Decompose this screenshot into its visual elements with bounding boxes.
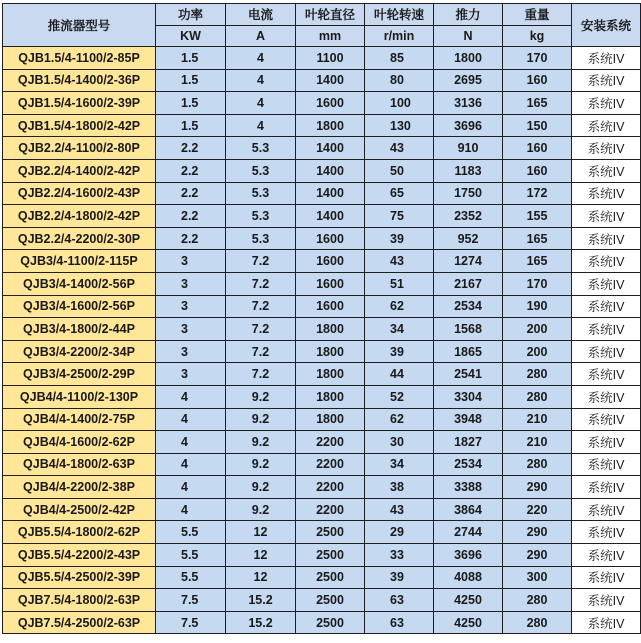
cell-diameter: 1100 bbox=[296, 47, 365, 70]
cell-speed: 43 bbox=[365, 498, 434, 521]
cell-weight: 165 bbox=[503, 227, 572, 250]
cell-power: 3 bbox=[156, 295, 226, 318]
header-current: 电流 bbox=[226, 4, 296, 26]
header-speed-unit: r/min bbox=[365, 25, 434, 47]
table-row bbox=[3, 159, 641, 182]
cell-diameter: 2200 bbox=[296, 431, 365, 454]
cell-weight: 290 bbox=[503, 521, 572, 544]
cell-power: 3 bbox=[156, 318, 226, 341]
cell-model: QJB4/4-1800/2-63P bbox=[3, 453, 156, 476]
cell-current: 4 bbox=[226, 47, 296, 70]
header-weight: 重量 bbox=[503, 4, 572, 26]
cell-thrust: 2167 bbox=[434, 272, 503, 295]
cell-current: 12 bbox=[226, 544, 296, 567]
cell-power: 1.5 bbox=[156, 114, 226, 137]
table-row bbox=[3, 476, 641, 499]
cell-model: QJB2.2/4-1600/2-43P bbox=[3, 182, 156, 205]
cell-model: QJB2.2/4-1800/2-42P bbox=[3, 205, 156, 228]
header-diameter-unit: mm bbox=[296, 25, 365, 47]
cell-install: 系统IV bbox=[572, 385, 641, 408]
cell-model: QJB4/4-1400/2-75P bbox=[3, 408, 156, 431]
cell-model: QJB2.2/4-1400/2-42P bbox=[3, 159, 156, 182]
cell-diameter: 1400 bbox=[296, 69, 365, 92]
cell-current: 5.3 bbox=[226, 205, 296, 228]
cell-model: QJB4/4-1100/2-130P bbox=[3, 385, 156, 408]
cell-speed: 39 bbox=[365, 340, 434, 363]
header-speed: 叶轮转速 bbox=[365, 4, 434, 26]
table-row bbox=[3, 566, 641, 589]
cell-install: 系统IV bbox=[572, 544, 641, 567]
header-install: 安装系统 bbox=[572, 4, 641, 47]
table-row bbox=[3, 453, 641, 476]
cell-diameter: 1400 bbox=[296, 182, 365, 205]
cell-install: 系统IV bbox=[572, 318, 641, 341]
cell-diameter: 2500 bbox=[296, 589, 365, 612]
cell-power: 2.2 bbox=[156, 159, 226, 182]
cell-install: 系统IV bbox=[572, 566, 641, 589]
cell-power: 1.5 bbox=[156, 69, 226, 92]
cell-power: 3 bbox=[156, 363, 226, 386]
cell-power: 2.2 bbox=[156, 182, 226, 205]
cell-thrust: 4088 bbox=[434, 566, 503, 589]
header-model: 推流器型号 bbox=[3, 4, 156, 47]
cell-power: 5.5 bbox=[156, 566, 226, 589]
cell-model: QJB4/4-1600/2-62P bbox=[3, 431, 156, 454]
header-diameter: 叶轮直径 bbox=[296, 4, 365, 26]
cell-weight: 210 bbox=[503, 408, 572, 431]
cell-diameter: 1800 bbox=[296, 318, 365, 341]
cell-install: 系统IV bbox=[572, 227, 641, 250]
cell-diameter: 1600 bbox=[296, 295, 365, 318]
cell-thrust: 3304 bbox=[434, 385, 503, 408]
cell-diameter: 1400 bbox=[296, 205, 365, 228]
cell-current: 9.2 bbox=[226, 453, 296, 476]
table-row bbox=[3, 363, 641, 386]
header-thrust: 推力 bbox=[434, 4, 503, 26]
cell-install: 系统IV bbox=[572, 250, 641, 273]
cell-install: 系统IV bbox=[572, 92, 641, 115]
table-row bbox=[3, 69, 641, 92]
table-row bbox=[3, 318, 641, 341]
cell-current: 12 bbox=[226, 566, 296, 589]
table-row bbox=[3, 250, 641, 273]
cell-install: 系统IV bbox=[572, 453, 641, 476]
cell-thrust: 2744 bbox=[434, 521, 503, 544]
table-row bbox=[3, 47, 641, 70]
cell-current: 7.2 bbox=[226, 250, 296, 273]
header-power: 功率 bbox=[156, 4, 226, 26]
cell-thrust: 4250 bbox=[434, 611, 503, 634]
cell-model: QJB4/4-2200/2-38P bbox=[3, 476, 156, 499]
cell-model: QJB4/4-2500/2-42P bbox=[3, 498, 156, 521]
cell-thrust: 3388 bbox=[434, 476, 503, 499]
cell-diameter: 1600 bbox=[296, 227, 365, 250]
cell-thrust: 1827 bbox=[434, 431, 503, 454]
cell-thrust: 2695 bbox=[434, 69, 503, 92]
cell-diameter: 2500 bbox=[296, 521, 365, 544]
cell-power: 4 bbox=[156, 453, 226, 476]
cell-thrust: 2541 bbox=[434, 363, 503, 386]
cell-thrust: 3136 bbox=[434, 92, 503, 115]
cell-install: 系统IV bbox=[572, 521, 641, 544]
cell-speed: 51 bbox=[365, 272, 434, 295]
cell-current: 9.2 bbox=[226, 476, 296, 499]
cell-power: 2.2 bbox=[156, 137, 226, 160]
table-row bbox=[3, 589, 641, 612]
cell-diameter: 2500 bbox=[296, 566, 365, 589]
cell-power: 3 bbox=[156, 272, 226, 295]
cell-power: 5.5 bbox=[156, 544, 226, 567]
cell-model: QJB1.5/4-1100/2-85P bbox=[3, 47, 156, 70]
cell-install: 系统IV bbox=[572, 69, 641, 92]
cell-current: 4 bbox=[226, 92, 296, 115]
table-row bbox=[3, 92, 641, 115]
cell-diameter: 1800 bbox=[296, 114, 365, 137]
cell-diameter: 1800 bbox=[296, 363, 365, 386]
table-header bbox=[3, 4, 641, 47]
cell-speed: 62 bbox=[365, 295, 434, 318]
table-row bbox=[3, 114, 641, 137]
cell-current: 9.2 bbox=[226, 498, 296, 521]
cell-diameter: 2500 bbox=[296, 611, 365, 634]
cell-install: 系统IV bbox=[572, 431, 641, 454]
cell-diameter: 2500 bbox=[296, 544, 365, 567]
cell-model: QJB2.2/4-1100/2-80P bbox=[3, 137, 156, 160]
cell-diameter: 1800 bbox=[296, 385, 365, 408]
cell-weight: 190 bbox=[503, 295, 572, 318]
table-row bbox=[3, 182, 641, 205]
table-row bbox=[3, 385, 641, 408]
cell-power: 1.5 bbox=[156, 47, 226, 70]
table-row bbox=[3, 295, 641, 318]
cell-weight: 220 bbox=[503, 498, 572, 521]
cell-model: QJB5.5/4-1800/2-62P bbox=[3, 521, 156, 544]
cell-current: 5.3 bbox=[226, 159, 296, 182]
table-row bbox=[3, 205, 641, 228]
cell-model: QJB3/4-2200/2-34P bbox=[3, 340, 156, 363]
cell-weight: 210 bbox=[503, 431, 572, 454]
cell-weight: 155 bbox=[503, 205, 572, 228]
cell-weight: 200 bbox=[503, 340, 572, 363]
cell-weight: 160 bbox=[503, 159, 572, 182]
cell-weight: 290 bbox=[503, 476, 572, 499]
cell-weight: 150 bbox=[503, 114, 572, 137]
cell-current: 15.2 bbox=[226, 589, 296, 612]
cell-weight: 160 bbox=[503, 69, 572, 92]
cell-thrust: 1800 bbox=[434, 47, 503, 70]
cell-current: 9.2 bbox=[226, 408, 296, 431]
cell-weight: 170 bbox=[503, 272, 572, 295]
cell-power: 1.5 bbox=[156, 92, 226, 115]
cell-speed: 43 bbox=[365, 137, 434, 160]
cell-current: 4 bbox=[226, 114, 296, 137]
cell-weight: 172 bbox=[503, 182, 572, 205]
cell-diameter: 1600 bbox=[296, 272, 365, 295]
table-row bbox=[3, 408, 641, 431]
cell-thrust: 4250 bbox=[434, 589, 503, 612]
cell-model: QJB1.5/4-1400/2-36P bbox=[3, 69, 156, 92]
cell-model: QJB7.5/4-1800/2-63P bbox=[3, 589, 156, 612]
cell-current: 7.2 bbox=[226, 363, 296, 386]
cell-model: QJB2.2/4-2200/2-30P bbox=[3, 227, 156, 250]
cell-speed: 75 bbox=[365, 205, 434, 228]
cell-thrust: 1274 bbox=[434, 250, 503, 273]
cell-speed: 34 bbox=[365, 453, 434, 476]
cell-install: 系统IV bbox=[572, 47, 641, 70]
cell-power: 4 bbox=[156, 498, 226, 521]
cell-model: QJB1.5/4-1600/2-39P bbox=[3, 92, 156, 115]
cell-speed: 130 bbox=[365, 114, 434, 137]
cell-weight: 280 bbox=[503, 453, 572, 476]
cell-speed: 44 bbox=[365, 363, 434, 386]
cell-diameter: 1400 bbox=[296, 137, 365, 160]
cell-current: 4 bbox=[226, 69, 296, 92]
cell-current: 7.2 bbox=[226, 340, 296, 363]
cell-install: 系统IV bbox=[572, 589, 641, 612]
cell-diameter: 1800 bbox=[296, 408, 365, 431]
table-row bbox=[3, 544, 641, 567]
cell-speed: 50 bbox=[365, 159, 434, 182]
cell-power: 7.5 bbox=[156, 611, 226, 634]
cell-install: 系统IV bbox=[572, 272, 641, 295]
table-row bbox=[3, 498, 641, 521]
cell-diameter: 1400 bbox=[296, 159, 365, 182]
table-row bbox=[3, 137, 641, 160]
cell-thrust: 3696 bbox=[434, 544, 503, 567]
cell-thrust: 3948 bbox=[434, 408, 503, 431]
cell-thrust: 1865 bbox=[434, 340, 503, 363]
cell-model: QJB3/4-1400/2-56P bbox=[3, 272, 156, 295]
cell-power: 3 bbox=[156, 250, 226, 273]
cell-current: 9.2 bbox=[226, 431, 296, 454]
table-row bbox=[3, 521, 641, 544]
cell-speed: 39 bbox=[365, 227, 434, 250]
cell-install: 系统IV bbox=[572, 205, 641, 228]
cell-thrust: 952 bbox=[434, 227, 503, 250]
cell-speed: 65 bbox=[365, 182, 434, 205]
cell-speed: 63 bbox=[365, 611, 434, 634]
cell-power: 3 bbox=[156, 340, 226, 363]
cell-weight: 200 bbox=[503, 318, 572, 341]
cell-current: 12 bbox=[226, 521, 296, 544]
cell-thrust: 2352 bbox=[434, 205, 503, 228]
cell-weight: 280 bbox=[503, 589, 572, 612]
cell-speed: 34 bbox=[365, 318, 434, 341]
cell-install: 系统IV bbox=[572, 476, 641, 499]
cell-thrust: 3864 bbox=[434, 498, 503, 521]
cell-weight: 280 bbox=[503, 385, 572, 408]
cell-current: 5.3 bbox=[226, 227, 296, 250]
header-weight-unit: kg bbox=[503, 25, 572, 47]
cell-diameter: 1600 bbox=[296, 250, 365, 273]
cell-install: 系统IV bbox=[572, 340, 641, 363]
cell-weight: 170 bbox=[503, 47, 572, 70]
cell-model: QJB3/4-1600/2-56P bbox=[3, 295, 156, 318]
cell-power: 4 bbox=[156, 431, 226, 454]
cell-power: 4 bbox=[156, 385, 226, 408]
table-row bbox=[3, 340, 641, 363]
cell-thrust: 2534 bbox=[434, 295, 503, 318]
cell-model: QJB7.5/4-2500/2-63P bbox=[3, 611, 156, 634]
cell-speed: 62 bbox=[365, 408, 434, 431]
cell-model: QJB3/4-1100/2-115P bbox=[3, 250, 156, 273]
cell-weight: 160 bbox=[503, 137, 572, 160]
cell-speed: 38 bbox=[365, 476, 434, 499]
cell-install: 系统IV bbox=[572, 295, 641, 318]
cell-power: 4 bbox=[156, 408, 226, 431]
cell-install: 系统IV bbox=[572, 611, 641, 634]
table-row bbox=[3, 611, 641, 634]
cell-weight: 300 bbox=[503, 566, 572, 589]
cell-current: 5.3 bbox=[226, 182, 296, 205]
cell-weight: 165 bbox=[503, 250, 572, 273]
cell-power: 2.2 bbox=[156, 227, 226, 250]
cell-speed: 30 bbox=[365, 431, 434, 454]
cell-thrust: 1568 bbox=[434, 318, 503, 341]
cell-speed: 29 bbox=[365, 521, 434, 544]
cell-current: 7.2 bbox=[226, 318, 296, 341]
cell-thrust: 2534 bbox=[434, 453, 503, 476]
cell-speed: 43 bbox=[365, 250, 434, 273]
header-thrust-unit: N bbox=[434, 25, 503, 47]
cell-thrust: 910 bbox=[434, 137, 503, 160]
header-current-unit: A bbox=[226, 25, 296, 47]
cell-weight: 280 bbox=[503, 611, 572, 634]
cell-speed: 39 bbox=[365, 566, 434, 589]
cell-speed: 80 bbox=[365, 69, 434, 92]
cell-weight: 290 bbox=[503, 544, 572, 567]
cell-speed: 33 bbox=[365, 544, 434, 567]
cell-install: 系统IV bbox=[572, 408, 641, 431]
cell-diameter: 1600 bbox=[296, 92, 365, 115]
cell-install: 系统IV bbox=[572, 182, 641, 205]
table-body bbox=[3, 47, 641, 634]
cell-diameter: 2200 bbox=[296, 453, 365, 476]
cell-current: 5.3 bbox=[226, 137, 296, 160]
cell-install: 系统IV bbox=[572, 363, 641, 386]
cell-current: 7.2 bbox=[226, 295, 296, 318]
cell-diameter: 2200 bbox=[296, 476, 365, 499]
cell-thrust: 1183 bbox=[434, 159, 503, 182]
cell-speed: 63 bbox=[365, 589, 434, 612]
cell-power: 7.5 bbox=[156, 589, 226, 612]
cell-speed: 85 bbox=[365, 47, 434, 70]
cell-diameter: 2200 bbox=[296, 498, 365, 521]
cell-power: 4 bbox=[156, 476, 226, 499]
cell-install: 系统IV bbox=[572, 114, 641, 137]
cell-model: QJB3/4-1800/2-44P bbox=[3, 318, 156, 341]
cell-model: QJB1.5/4-1800/2-42P bbox=[3, 114, 156, 137]
cell-thrust: 1750 bbox=[434, 182, 503, 205]
cell-weight: 280 bbox=[503, 363, 572, 386]
cell-power: 5.5 bbox=[156, 521, 226, 544]
cell-thrust: 3696 bbox=[434, 114, 503, 137]
table-row bbox=[3, 431, 641, 454]
cell-power: 2.2 bbox=[156, 205, 226, 228]
cell-diameter: 1800 bbox=[296, 340, 365, 363]
header-power-unit: KW bbox=[156, 25, 226, 47]
cell-current: 7.2 bbox=[226, 272, 296, 295]
table-row bbox=[3, 227, 641, 250]
cell-current: 9.2 bbox=[226, 385, 296, 408]
cell-speed: 52 bbox=[365, 385, 434, 408]
cell-install: 系统IV bbox=[572, 498, 641, 521]
cell-install: 系统IV bbox=[572, 137, 641, 160]
cell-current: 15.2 bbox=[226, 611, 296, 634]
table-row bbox=[3, 272, 641, 295]
cell-model: QJB5.5/4-2200/2-43P bbox=[3, 544, 156, 567]
cell-model: QJB5.5/4-2500/2-39P bbox=[3, 566, 156, 589]
cell-install: 系统IV bbox=[572, 159, 641, 182]
cell-model: QJB3/4-2500/2-29P bbox=[3, 363, 156, 386]
spec-table-container bbox=[2, 3, 641, 634]
cell-weight: 165 bbox=[503, 92, 572, 115]
product-spec-table bbox=[2, 3, 641, 634]
cell-speed: 100 bbox=[365, 92, 434, 115]
